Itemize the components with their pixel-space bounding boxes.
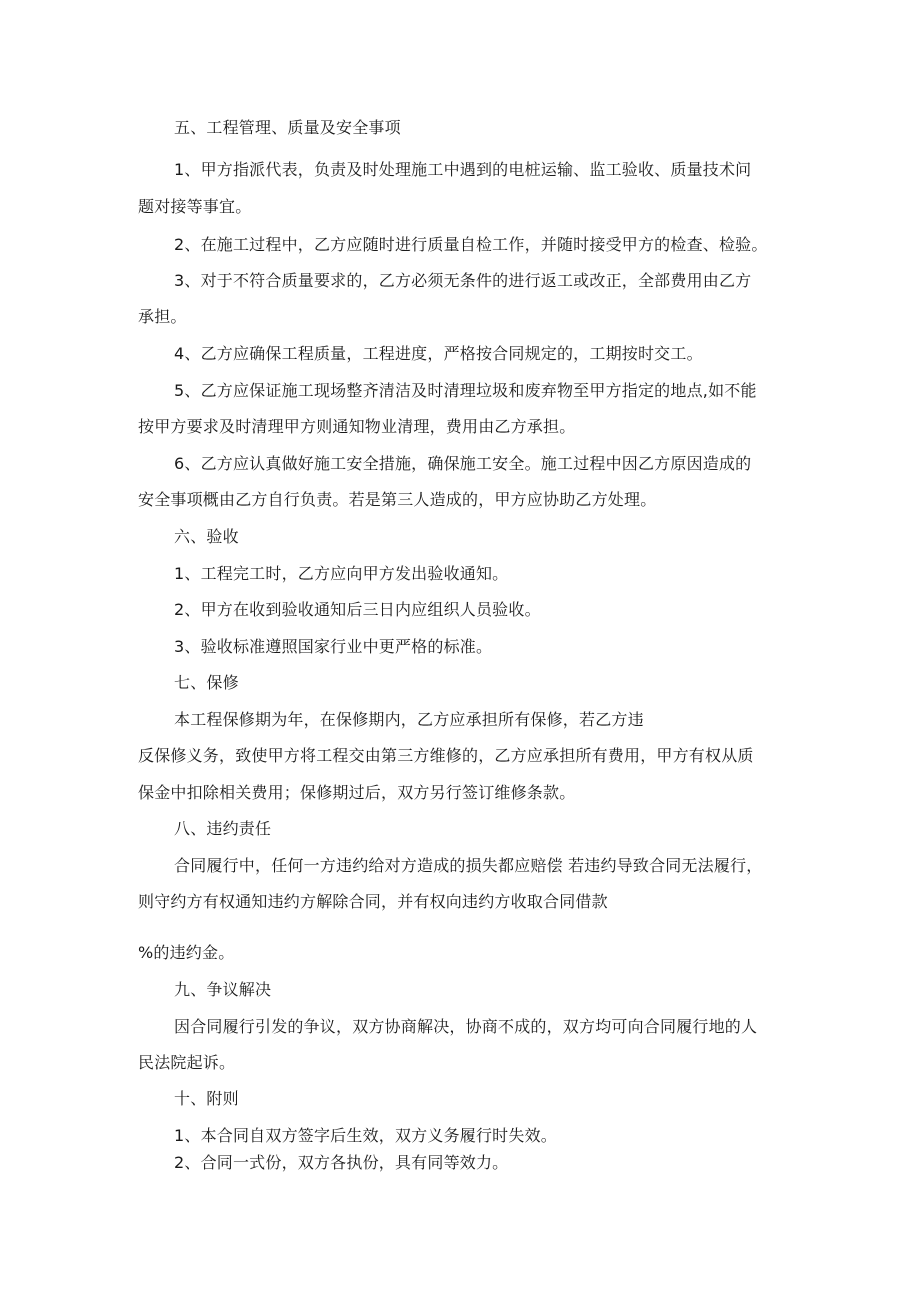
s5-item-6-line-1: 6、乙方应认真做好施工安全措施，确保施工安全。施工过程中因乙方原因造成的 — [174, 454, 752, 473]
section-9-heading: 九、争议解决 — [174, 980, 272, 999]
s6-item-2: 2、甲方在收到验收通知后三日内应组织人员验收。 — [174, 600, 541, 619]
s8-para-line-3: %的违约金。 — [138, 943, 235, 962]
s5-item-2: 2、在施工过程中，乙方应随时进行质量自检工作，并随时接受甲方的检查、检验。 — [174, 235, 768, 254]
section-5-heading: 五、工程管理、质量及安全事项 — [174, 118, 401, 137]
s5-item-3-line-1: 3、对于不符合质量要求的，乙方必须无条件的进行返工或改正，全部费用由乙方 — [174, 271, 752, 290]
section-6-heading: 六、验收 — [174, 527, 239, 546]
section-8-heading: 八、违约责任 — [174, 819, 272, 838]
s5-item-1-line-1: 1、甲方指派代表，负责及时处理施工中遇到的电桩运输、监工验收、质量技术问 — [174, 160, 752, 179]
s8-para-line-1: 合同履行中，任何一方违约给对方造成的损失都应赔偿 若违约导致合同无法履行， — [174, 856, 763, 875]
s7-para-line-2: 反保修义务，致使甲方将工程交由第三方维修的，乙方应承担所有费用，甲方有权从质 — [138, 746, 754, 765]
section-7-heading: 七、保修 — [174, 673, 239, 692]
s10-item-2: 2、合同一式份，双方各执份，具有同等效力。 — [174, 1153, 509, 1172]
s9-para-line-1: 因合同履行引发的争议，双方协商解决，协商不成的，双方均可向合同履行地的人 — [174, 1017, 758, 1036]
section-10-heading: 十、附则 — [174, 1089, 239, 1108]
s6-item-1: 1、工程完工时，乙方应向甲方发出验收通知。 — [174, 564, 509, 583]
s5-item-4: 4、乙方应确保工程质量，工程进度，严格按合同规定的，工期按时交工。 — [174, 344, 703, 363]
s5-item-3-line-2: 承担。 — [138, 307, 187, 326]
s5-item-1-line-2: 题对接等事宜。 — [138, 197, 252, 216]
s10-item-1: 1、本合同自双方签字后生效，双方义务履行时失效。 — [174, 1126, 557, 1145]
s5-item-5-line-1: 5、乙方应保证施工现场整齐清洁及时清理垃圾和废弃物至甲方指定的地点,如不能 — [174, 381, 757, 400]
s6-item-3: 3、验收标准遵照国家行业中更严格的标准。 — [174, 637, 493, 656]
s5-item-5-line-2: 按甲方要求及时清理甲方则通知物业清理，费用由乙方承担。 — [138, 417, 576, 436]
s7-para-line-1: 本工程保修期为年，在保修期内，乙方应承担所有保修，若乙方违 — [174, 710, 644, 729]
s8-para-line-2: 则守约方有权通知违约方解除合同，并有权向违约方收取合同借款 — [138, 892, 608, 911]
s5-item-6-line-2: 安全事项概由乙方自行负责。若是第三人造成的，甲方应协助乙方处理。 — [138, 490, 657, 509]
s9-para-line-2: 民法院起诉。 — [138, 1053, 236, 1072]
s7-para-line-3: 保金中扣除相关费用；保修期过后，双方另行签订维修条款。 — [138, 783, 576, 802]
